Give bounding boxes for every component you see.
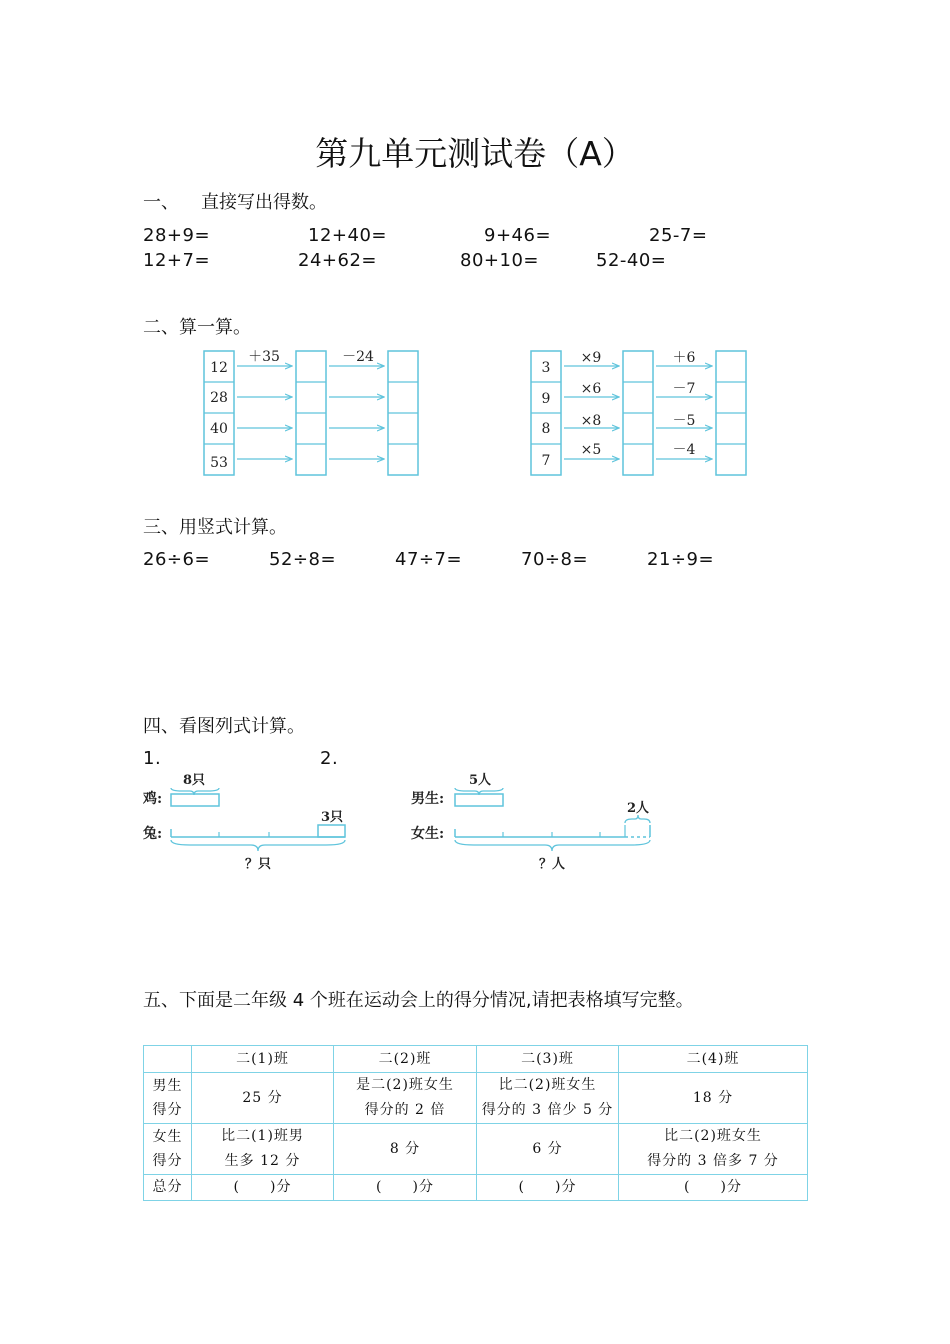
table-cell <box>619 1124 808 1175</box>
cell-line: 得分的 2 倍 <box>364 1102 446 1118</box>
cell-line: 25 分 <box>242 1089 283 1106</box>
table-row <box>144 1124 808 1175</box>
section-1-number: 一、 <box>143 192 179 213</box>
total-label: ？人 <box>538 857 566 872</box>
chain-input: 28 <box>210 390 228 406</box>
bar <box>171 794 219 806</box>
chain-input: 9 <box>541 391 551 407</box>
row-label: 女生: <box>411 826 445 842</box>
chain-input: 8 <box>541 421 551 437</box>
division-item: 47÷7= <box>395 549 463 570</box>
calc-item: 24+62= <box>298 250 377 271</box>
cell-line: 是二(2)班女生 <box>356 1077 454 1093</box>
operation-label: ＋35 <box>248 349 280 365</box>
chain-input: 53 <box>210 455 228 471</box>
division-item: 52÷8= <box>269 549 337 570</box>
cell-line: 得分的 3 倍少 5 分 <box>481 1102 614 1118</box>
division-item: 26÷6= <box>143 549 211 570</box>
calc-item: 12+40= <box>308 225 387 246</box>
table-cell <box>192 1124 334 1175</box>
division-item: 21÷9= <box>647 549 715 570</box>
operation-label: ×9 <box>580 350 602 366</box>
table-header-cell: 二(1)班 <box>192 1046 334 1073</box>
cell-line: 比二(2)班女生 <box>498 1077 597 1093</box>
cell-line: 18 分 <box>692 1089 734 1106</box>
row-label-line: 男生 <box>152 1078 183 1094</box>
chain-input: 3 <box>541 360 551 376</box>
section-3-heading: 三、用竖式计算。 <box>143 517 287 538</box>
operation-label: ＋6 <box>672 350 696 366</box>
quantity-label: 3只 <box>320 810 344 825</box>
row-label: 鸡: <box>143 791 163 807</box>
total-answer-cell[interactable]: ( )分 <box>334 1175 477 1201</box>
chain-input: 7 <box>541 453 551 469</box>
operation-label: －24 <box>342 349 374 365</box>
section-1-heading: 直接写出得数。 <box>201 192 327 213</box>
row-label-cell <box>144 1073 192 1124</box>
cell-line: 得分的 3 倍多 7 分 <box>647 1153 779 1169</box>
bar-model-diagram-1 <box>140 768 355 874</box>
operation-label: ×6 <box>580 381 602 397</box>
table-cell <box>334 1073 477 1124</box>
cell-line: 生多 12 分 <box>224 1153 301 1169</box>
operation-label: －7 <box>672 381 696 397</box>
row-label-cell: 总分 <box>144 1175 192 1201</box>
quantity-label: 8只 <box>182 773 206 788</box>
total-answer-cell[interactable]: ( )分 <box>619 1175 808 1201</box>
cell-line: 比二(2)班女生 <box>664 1128 762 1144</box>
table-header-cell <box>144 1046 192 1073</box>
table-header-row <box>144 1046 808 1073</box>
problem-number: 2. <box>320 748 339 769</box>
operation-label: －4 <box>672 442 696 458</box>
problem-number: 1. <box>143 748 162 769</box>
row-label-line: 女生 <box>152 1129 183 1145</box>
calc-chain-diagram-1 <box>195 344 425 480</box>
operation-label: ×8 <box>580 413 602 429</box>
page-title: 第九单元测试卷（A） <box>315 134 635 173</box>
table-cell <box>334 1124 477 1175</box>
chain-input: 40 <box>210 421 228 437</box>
table-header-cell: 二(2)班 <box>334 1046 477 1073</box>
calc-item: 80+10= <box>460 250 539 271</box>
cell-line: 8 分 <box>389 1140 421 1157</box>
table-cell <box>477 1073 619 1124</box>
row-label-line: 得分 <box>152 1102 183 1118</box>
calc-item: 52-40= <box>596 250 667 271</box>
division-item: 70÷8= <box>521 549 589 570</box>
total-answer-cell[interactable]: ( )分 <box>477 1175 619 1201</box>
bar <box>318 825 345 837</box>
quantity-label: 2人 <box>626 801 650 816</box>
row-label: 兔: <box>143 826 163 842</box>
row-label-line: 得分 <box>152 1153 183 1169</box>
table-cell <box>192 1073 334 1124</box>
operation-label: －5 <box>672 413 696 429</box>
total-label: ？只 <box>244 857 272 872</box>
section-2-heading: 二、算一算。 <box>143 317 251 338</box>
chain-input: 12 <box>210 360 228 376</box>
row-label-cell <box>144 1124 192 1175</box>
table-header-cell: 二(3)班 <box>477 1046 619 1073</box>
cell-line: 比二(1)班男 <box>221 1128 304 1144</box>
calc-item: 28+9= <box>143 225 211 246</box>
table-cell <box>477 1124 619 1175</box>
calc-item: 12+7= <box>143 250 211 271</box>
calc-item: 25-7= <box>649 225 708 246</box>
table-total-row <box>144 1175 808 1201</box>
section-5-heading: 五、下面是二年级 4 个班在运动会上的得分情况,请把表格填写完整。 <box>143 990 694 1011</box>
cell-line: 6 分 <box>532 1140 563 1157</box>
bar <box>455 794 503 806</box>
quantity-label: 5人 <box>468 773 492 788</box>
calc-item: 9+46= <box>484 225 552 246</box>
score-table <box>143 1045 808 1201</box>
table-cell <box>619 1073 808 1124</box>
total-answer-cell[interactable]: ( )分 <box>192 1175 334 1201</box>
row-label: 男生: <box>411 791 445 807</box>
calc-chain-diagram-2 <box>523 344 755 480</box>
table-row <box>144 1073 808 1124</box>
bar-model-diagram-2 <box>408 768 658 874</box>
section-4-heading: 四、看图列式计算。 <box>143 716 305 737</box>
operation-label: ×5 <box>580 442 602 458</box>
table-header-cell: 二(4)班 <box>619 1046 808 1073</box>
